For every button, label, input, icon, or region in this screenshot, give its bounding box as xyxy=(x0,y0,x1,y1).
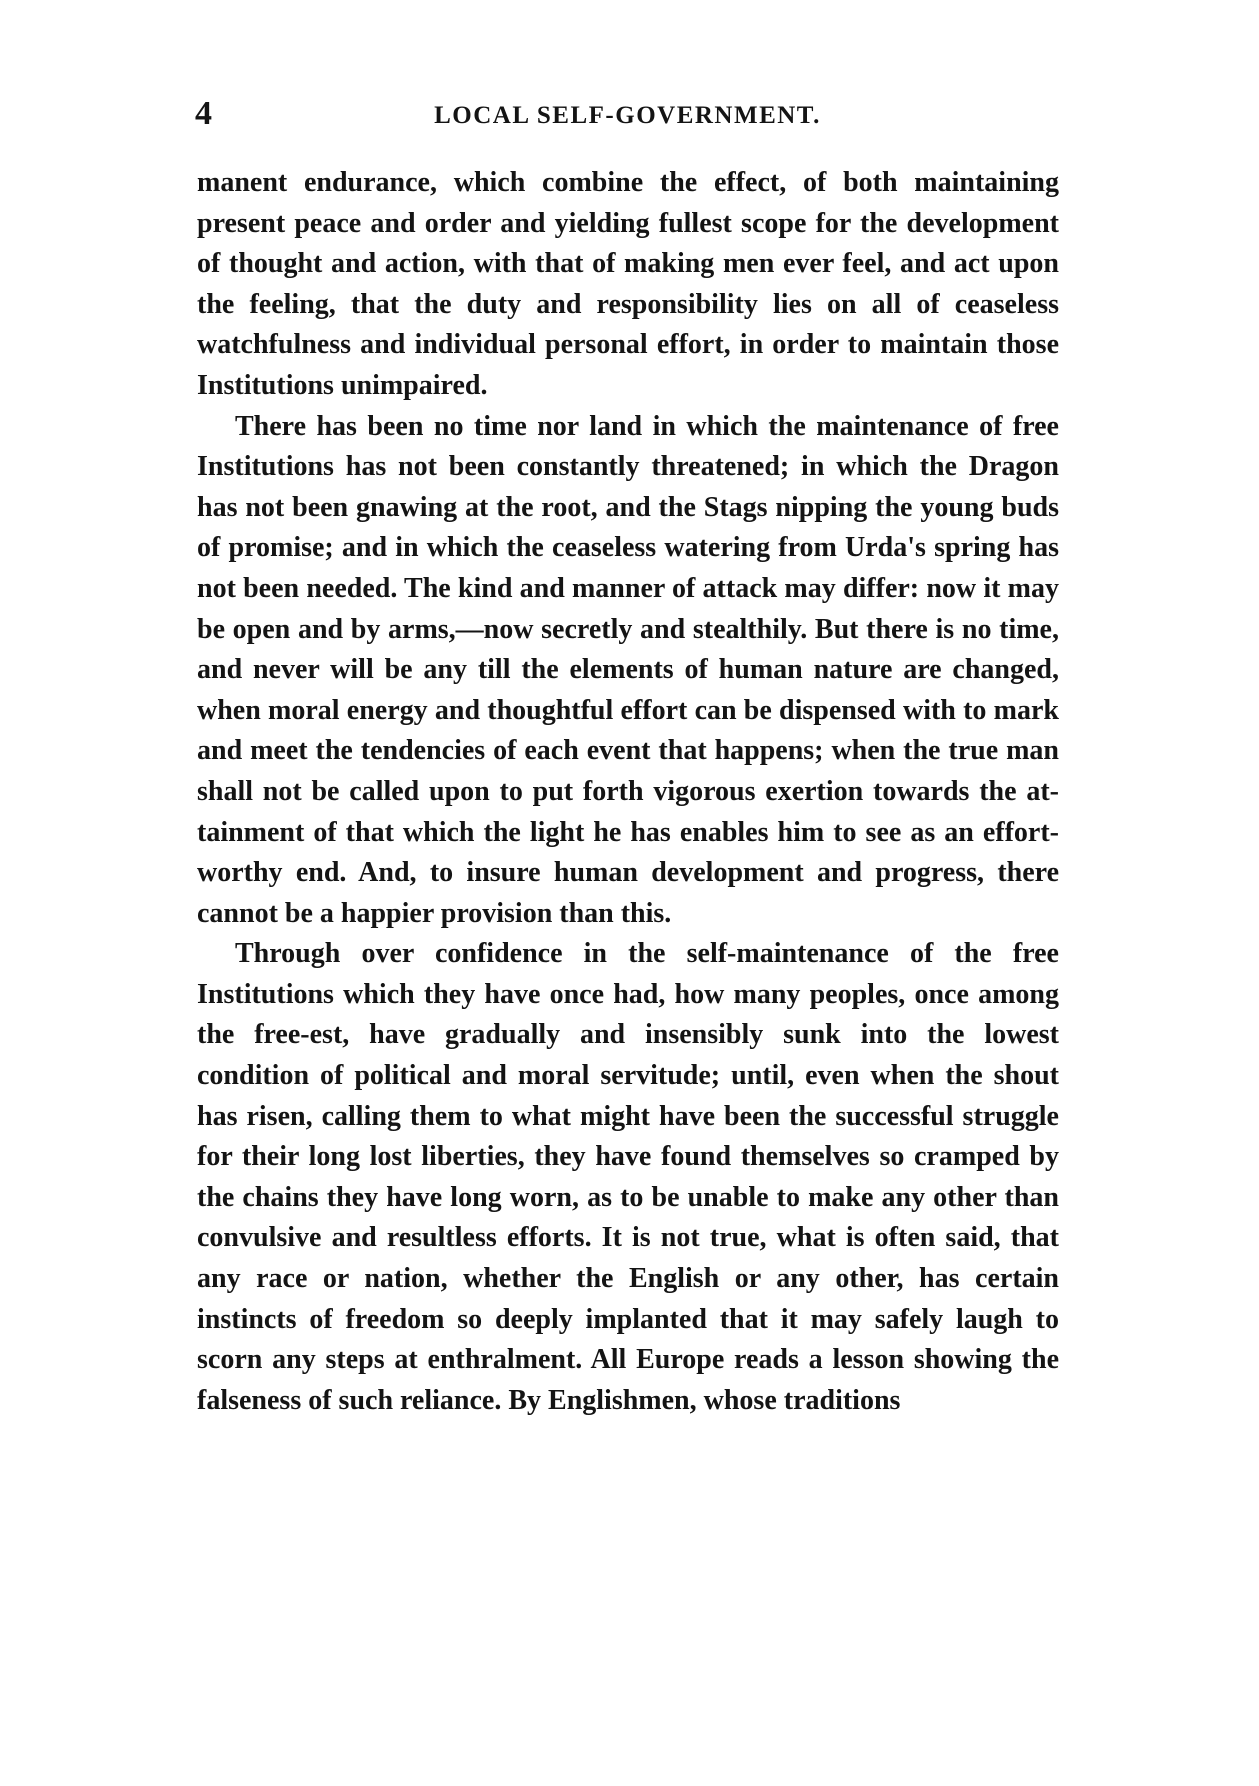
paragraph-2: There has been no time nor land in which the maintenance of free Institutions has not been constantly threatened; in which the Dragon has not been gnawing at the root, and the Stags nipping the young buds of promise; and in which the ceaseless watering from Urda's spring has not been needed. The kind and manner of attack may differ: now it may be open and by arms,—now secretly and stealthily. But there is no time, and never will be any till the elements of human nature are changed, when moral energy and thoughtful effort can be dispensed with to mark and meet the tendencies of each event that happens; when the true man shall not be called upon to put forth vigorous exertion towards the attainment of that which the light he has enables him to see as an effort-worthy end. And, to insure human development and progress, there cannot be a happier provision than this. xyxy=(197,410,1059,929)
body-text xyxy=(197,163,1059,1421)
paragraph-3: Through over confidence in the self-maintenance of the free Institutions which they have once had, how many peoples, once among the free-est, have gradually and insensibly sunk into the lowest condition of political and moral servitude; until, even when the shout has risen, calling them to what might have been the successful struggle for their long lost liberties, they have found themselves so cramped by the chains they have long worn, as to be unable to make any other than convulsive and resultless efforts. It is not true, what is often said, that any race or nation, whether the English or any other, has certain instincts of freedom so deeply implanted that it may safely laugh to scorn any steps at enthralment. All Europe reads a lesson showing the falseness of such reliance. By Englishmen, whose traditions xyxy=(197,938,1059,1416)
page-number: 4 xyxy=(195,95,212,132)
paragraph-1: manent endurance, which combine the effect, of both maintaining present peace and order and yielding fullest scope for the development of thought and action, with that of making men ever feel, and act upon the feeling, that the duty and responsibility lies on all of ceaseless watchfulness and individual personal effort, in order to maintain those Institutions unimpaired. xyxy=(197,167,1059,401)
running-title: LOCAL SELF-GOVERNMENT. xyxy=(434,102,821,129)
page-header xyxy=(195,94,1060,134)
